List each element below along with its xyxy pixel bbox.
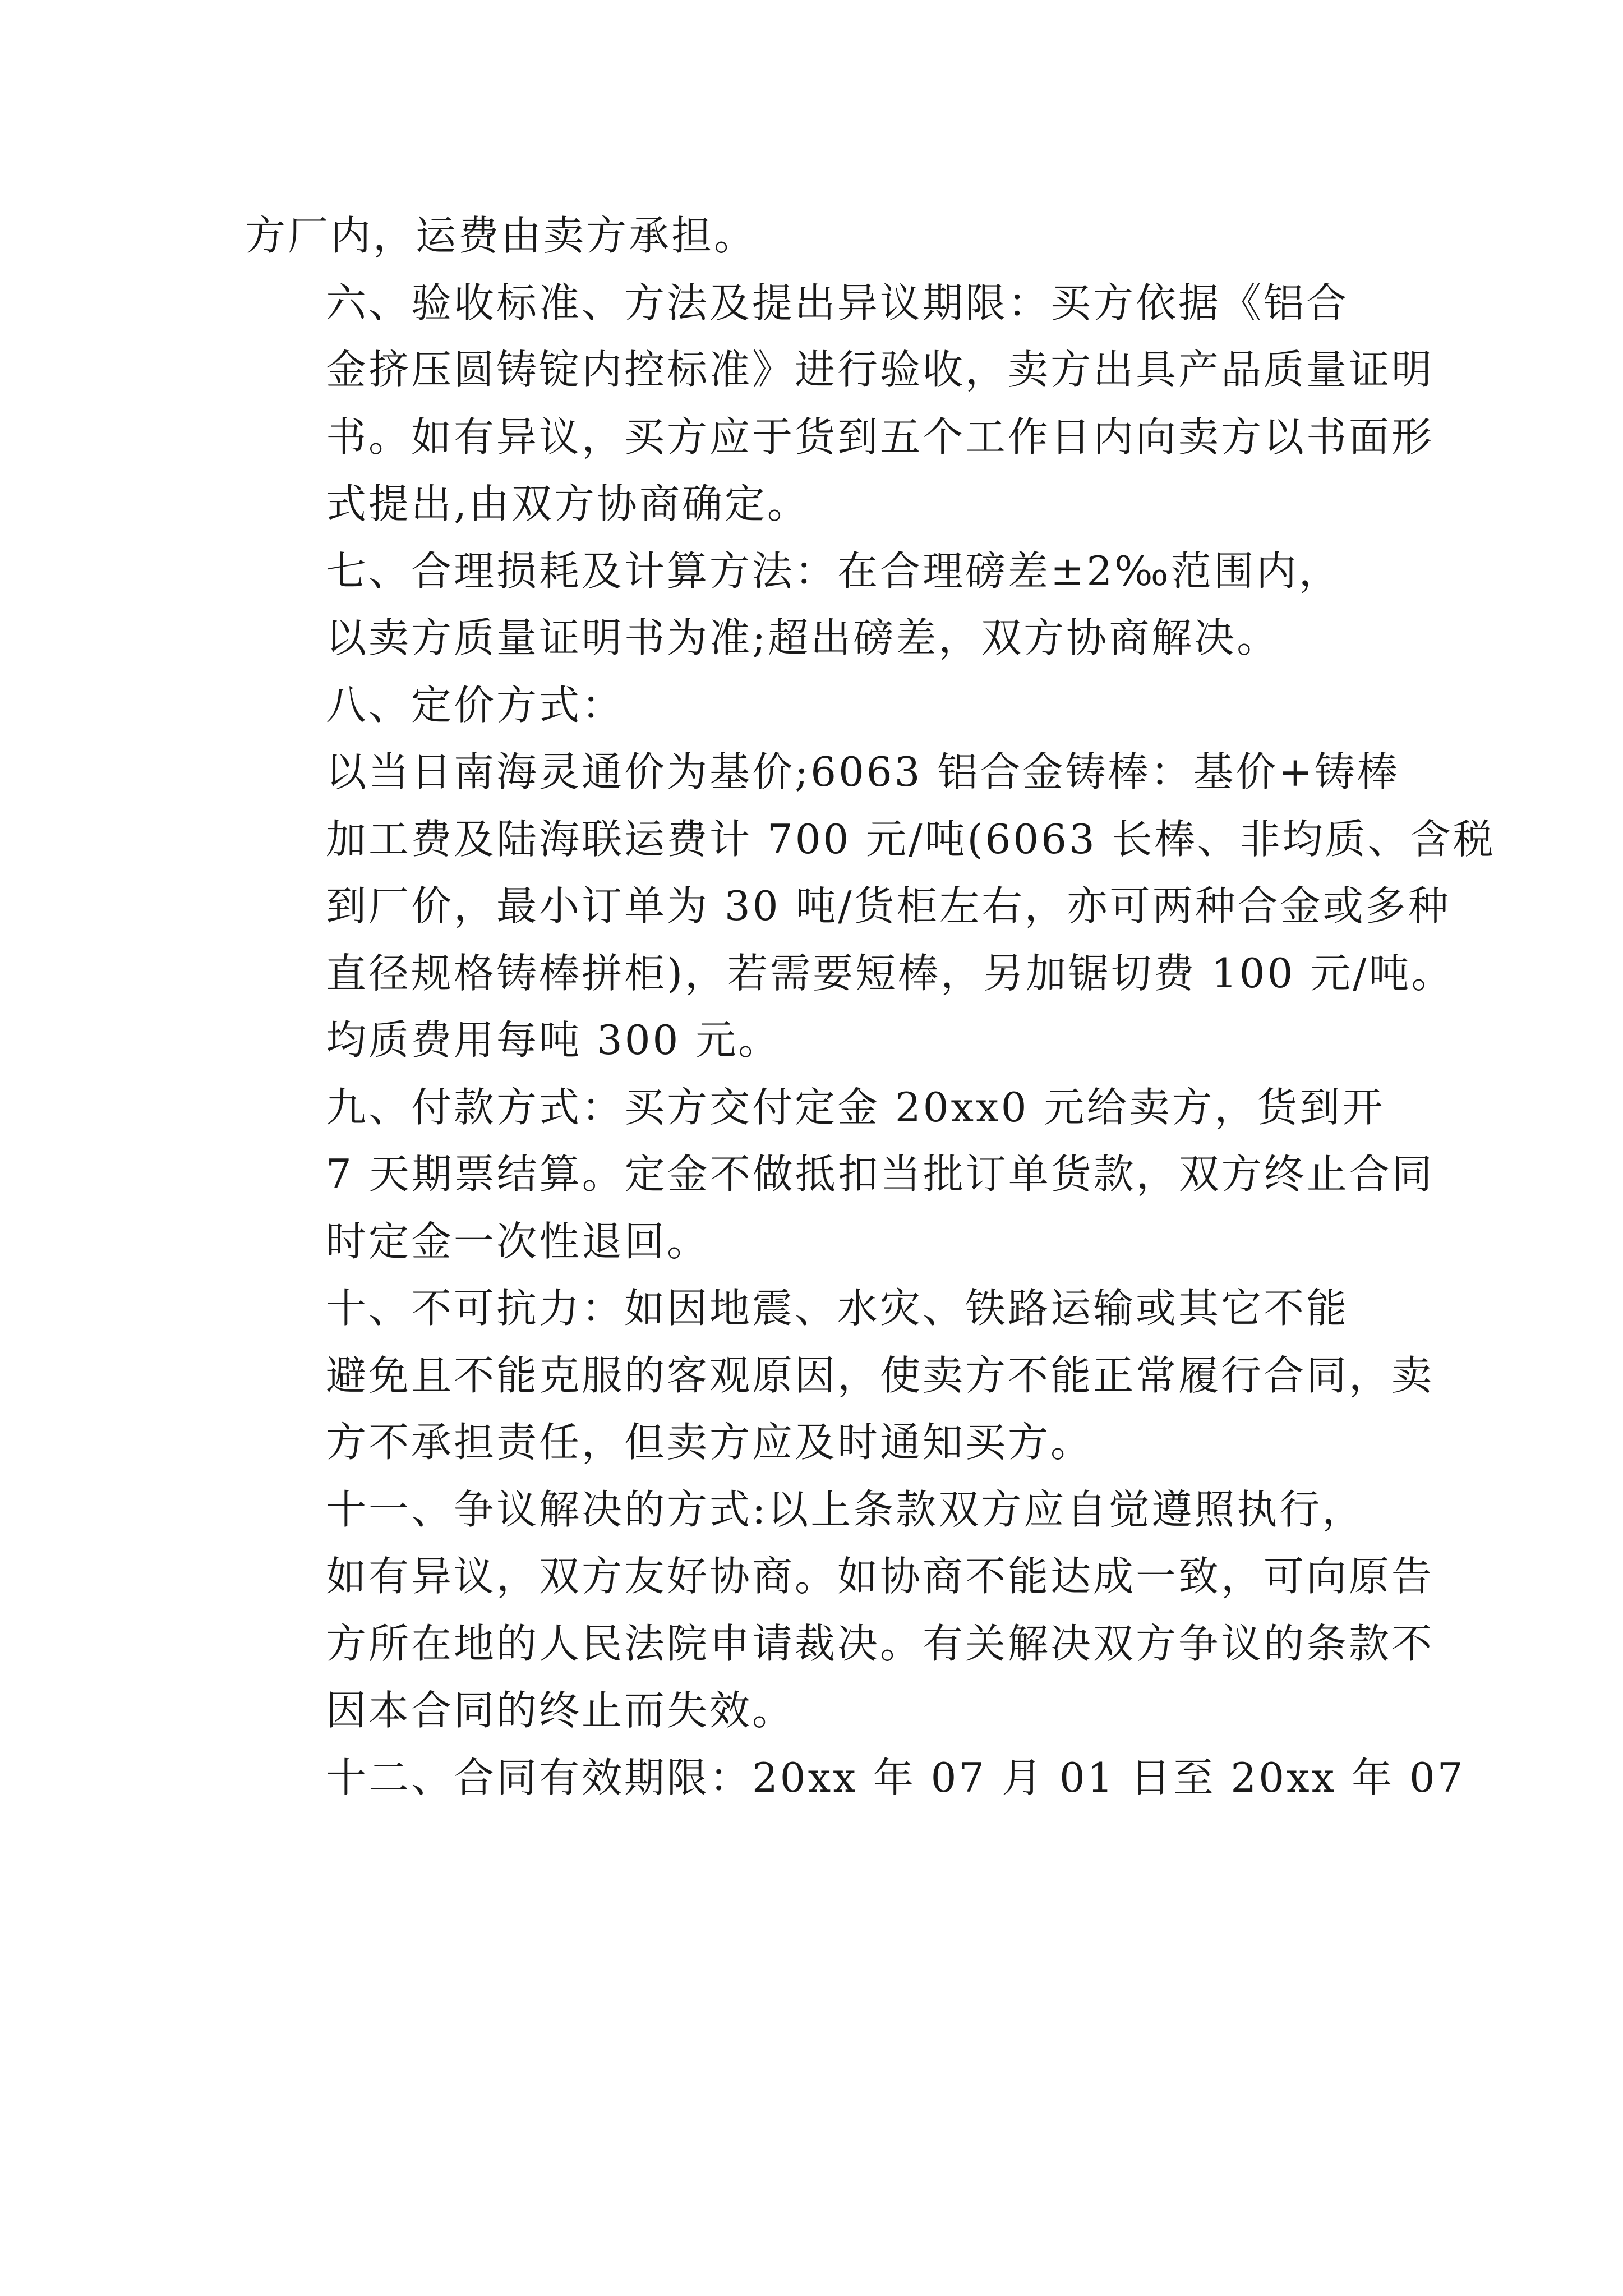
text-line: 十二、合同有效期限：20xx 年 07 月 01 日至 20xx 年 07 [326,1754,1465,1801]
text-line: 避免且不能克服的客观原因，使卖方不能正常履行合同，卖 [326,1351,1435,1399]
text-line: 7 天期票结算。定金不做抵扣当批订单货款，双方终止合同 [326,1151,1435,1198]
text-line: 六、验收标准、方法及提出异议期限：买方依据《铝合 [326,279,1349,326]
paragraph-force-majeure [245,1275,1435,1476]
text-line: 九、付款方式：买方交付定金 20xx0 元给卖方，货到开 [326,1083,1385,1131]
text-line: 加工费及陆海联运费计 700 元/吨(6063 长棒、非均质、含税 [326,815,1496,863]
paragraph-acceptance-standard [245,270,1435,538]
text-line: 如有异议，双方友好协商。如协商不能达成一致，可向原告 [326,1553,1435,1600]
text-line: 十、不可抗力：如因地震、水灾、铁路运输或其它不能 [326,1285,1349,1332]
paragraph-pricing-details [245,739,1496,1074]
paragraph-pricing-heading [245,672,1389,739]
paragraph-contract-term [245,1745,1465,1812]
text-line: 以卖方质量证明书为准;超出磅差，双方协商解决。 [326,614,1280,661]
paragraph-dispute-resolution [245,1476,1435,1745]
text-line: 到厂价，最小订单为 30 吨/货柜左右，亦可两种合金或多种 [326,882,1451,930]
text-line: 以当日南海灵通价为基价;6063 铝合金铸棒：基价+铸棒 [326,748,1400,795]
text-line: 均质费用每吨 300 元。 [326,1016,781,1064]
text-line: 十一、争议解决的方式:以上条款双方应自觉遵照执行， [326,1485,1365,1533]
text-line: 式提出,由双方协商确定。 [326,480,810,527]
paragraph-payment-method [245,1074,1435,1276]
text-line: 时定金一次性退回。 [326,1217,710,1265]
text-line: 方厂内，运费由卖方承担。 [245,212,757,259]
text-line: 直径规格铸棒拼柜)，若需要短棒，另加锯切费 100 元/吨。 [326,949,1454,997]
paragraph-loss-calculation [245,538,1389,672]
text-line: 因本合同的终止而失效。 [326,1687,795,1734]
text-line: 方所在地的人民法院申请裁决。有关解决双方争议的条款不 [326,1619,1435,1667]
contract-body [245,203,1496,1811]
text-line: 八、定价方式： [326,681,625,729]
text-line: 书。如有异议，买方应于货到五个工作日内向卖方以书面形 [326,413,1435,461]
text-line: 金挤压圆铸锭内控标准》进行验收，卖方出具产品质量证明 [326,346,1435,393]
text-line: 七、合理损耗及计算方法：在合理磅差±2‰范围内， [326,547,1341,595]
text-line: 方不承担责任，但卖方应及时通知买方。 [326,1419,1094,1466]
paragraph-delivery-cost [245,203,1389,270]
